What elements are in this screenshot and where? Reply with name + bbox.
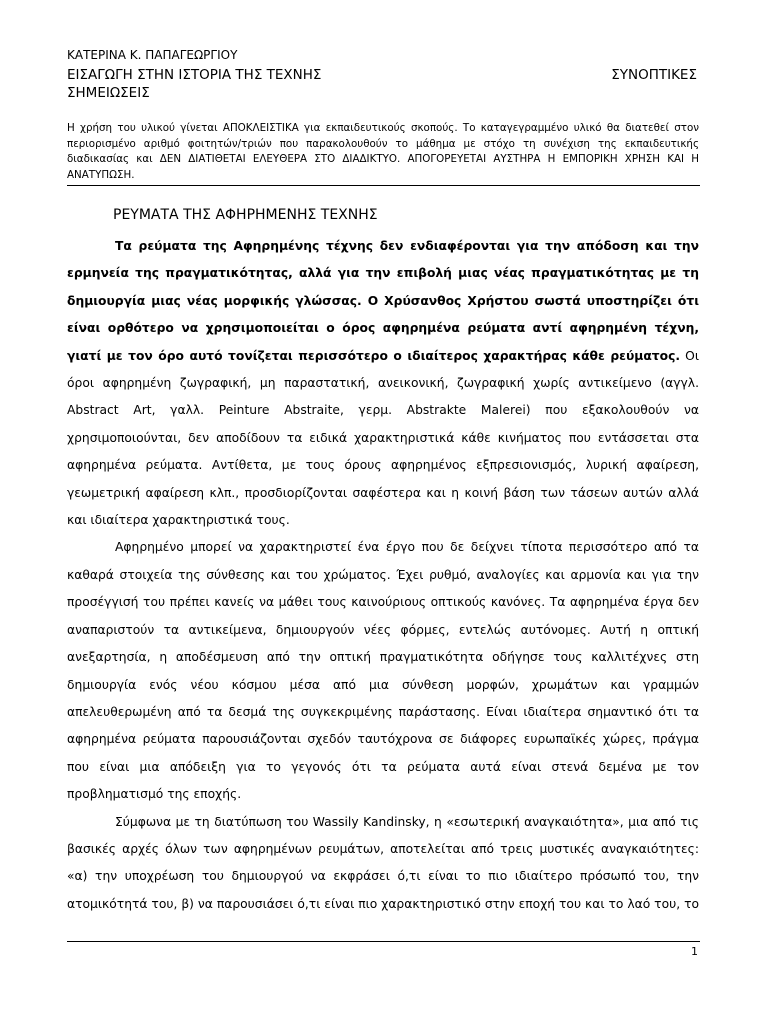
notes-label-line-1: ΣΥΝΟΠΤΙΚΕΣ	[611, 67, 697, 83]
notes-label-line-2: ΣΗΜΕΙΩΣΕΙΣ	[67, 85, 150, 101]
paragraph-3: Σύμφωνα με τη διατύπωση του Wassily Kandinsky, η «εσωτερική αναγκαιότητα», μια από τις βασικές αρχές όλων των αφηρημένων ρευμάτων, αποτελείται από τρεις μυστικές αναγκαιότητες: «α) την υποχρέωση του δημιουργού να εκφράσει ό,τι είναι το πιο ιδιαίτερο πρόσωπό του, την ατομικότητά του, β) να παρουσιάσει ό,τι είναι πιο χαρακτηριστικό στην εποχή του και το λαό του, το	[67, 814, 699, 911]
section-heading: ΡΕΥΜΑΤΑ ΤΗΣ ΑΦΗΡΗΜΕΝΗΣ ΤΕΧΝΗΣ	[113, 207, 378, 223]
paragraph-1	[67, 233, 699, 534]
header-divider	[67, 185, 700, 186]
body-text	[67, 233, 699, 918]
author-name: ΚΑΤΕΡΙΝΑ Κ. ΠΑΠΑΓΕΩΡΓΙΟΥ	[67, 48, 238, 62]
usage-disclaimer: Η χρήση του υλικού γίνεται ΑΠΟΚΛΕΙΣΤΙΚΑ για εκπαιδευτικούς σκοπούς. Το καταγεγραμμένο υλικό θα διατεθεί στον περιορισμένο αριθμό φοιτητών/τριών που παρακολουθούν το μάθημα με στόχο τη συνέχιση της εκπαιδευτικής διαδικασίας και ΔΕΝ ΔΙΑΤΙΘΕΤΑΙ ΕΛΕΥΘΕΡΑ ΣΤΟ ΔΙΑΔΙΚΤΥΟ. ΑΠΟΓΟΡΕΥΕΤΑΙ ΑΥΣΤΗΡΑ Η ΕΜΠΟΡΙΚΗ ΧΡΗΣΗ ΚΑΙ Η ΑΝΑΤΥΠΩΣΗ.	[67, 122, 699, 181]
paragraph-2: Αφηρημένο μπορεί να χαρακτηριστεί ένα έργο που δε δείχνει τίποτα περισσότερο από τα καθαρά στοιχεία της σύνθεσης και του χρώματος. Έχει ρυθμό, αναλογίες και αρμονία και για την προσέγγισή του πρέπει κανείς να μάθει τους καινούριους οπτικούς κανόνες. Τα αφηρημένα έργα δεν αναπαριστούν τα αντικείμενα, δημιουργούν νέες φόρμες, εντελώς αυτόνομες. Αυτή η οπτική ανεξαρτησία, η αποδέσμευση από την οπτική πραγματικότητα οδήγησε τους καλλιτέχνες στη δημιουργία ενός νέου κόσμου μέσα από μια σύνθεση μορφών, χρωμάτων και γραμμών απελευθερωμένη από τα δεσμά της συγκεκριμένης παράστασης. Είναι ιδιαίτερα σημαντικό ότι τα αφηρημένα ρεύματα παρουσιάζονται σχεδόν ταυτόχρονα σε διάφορες ευρωπαϊκές χώρες, πράγμα που είναι μια απόδειξη για το γεγονός ότι τα ρεύματα αυτά είναι στενά δεμένα με τον προβληματισμό της εποχής.	[67, 540, 699, 802]
course-title: ΕΙΣΑΓΩΓΗ ΣΤΗΝ ΙΣΤΟΡΙΑ ΤΗΣ ΤΕΧΝΗΣ	[67, 67, 322, 83]
paragraph-1-continuation: Οι όροι αφηρημένη ζωγραφική, μη παραστατική, ανεικονική, ζωγραφική χωρίς αντικείμενο (αγγλ. Abstract Art, γαλλ. Peinture Abstraite, γερμ. Abstrakte Malerei) που εξακολουθούν να χρησιμοποιούνται, δεν αποδίδουν τα ειδικά χαρακτηριστικά κάθε κινήματος που εντάσσεται στα αφηρημένα ρεύματα. Αντίθετα, με τους όρους αφηρημένος εξπρεσιονισμός, λυρική αφαίρεση, γεωμετρική αφαίρεση κλπ., προσδιορίζονται σαφέστερα και η κοινή βάση των τάσεων αυτών αλλά και ιδιαίτερα χαρακτηριστικά τους.	[67, 348, 700, 528]
footer-divider	[67, 941, 700, 942]
paragraph-1-bold-intro: Τα ρεύματα της Αφηρημένης τέχνης δεν ενδιαφέρονται για την απόδοση και την ερμηνεία της πραγματικότητας, αλλά για την επιβολή μιας νέας πραγματικότητας με τη δημιουργία μιας νέας μορφικής γλώσσας. Ο Χρύσανθος Χρήστου σωστά υποστηρίζει ότι είναι ορθότερο να χρησιμοποιείται ο όρος αφηρημένα ρεύματα αντί αφηρημένη τέχνη, γιατί με τον όρο αυτό τονίζεται περισσότερο ο ιδιαίτερος χαρακτήρας κάθε ρεύματος.	[67, 239, 699, 363]
page-number: 1	[691, 945, 698, 958]
